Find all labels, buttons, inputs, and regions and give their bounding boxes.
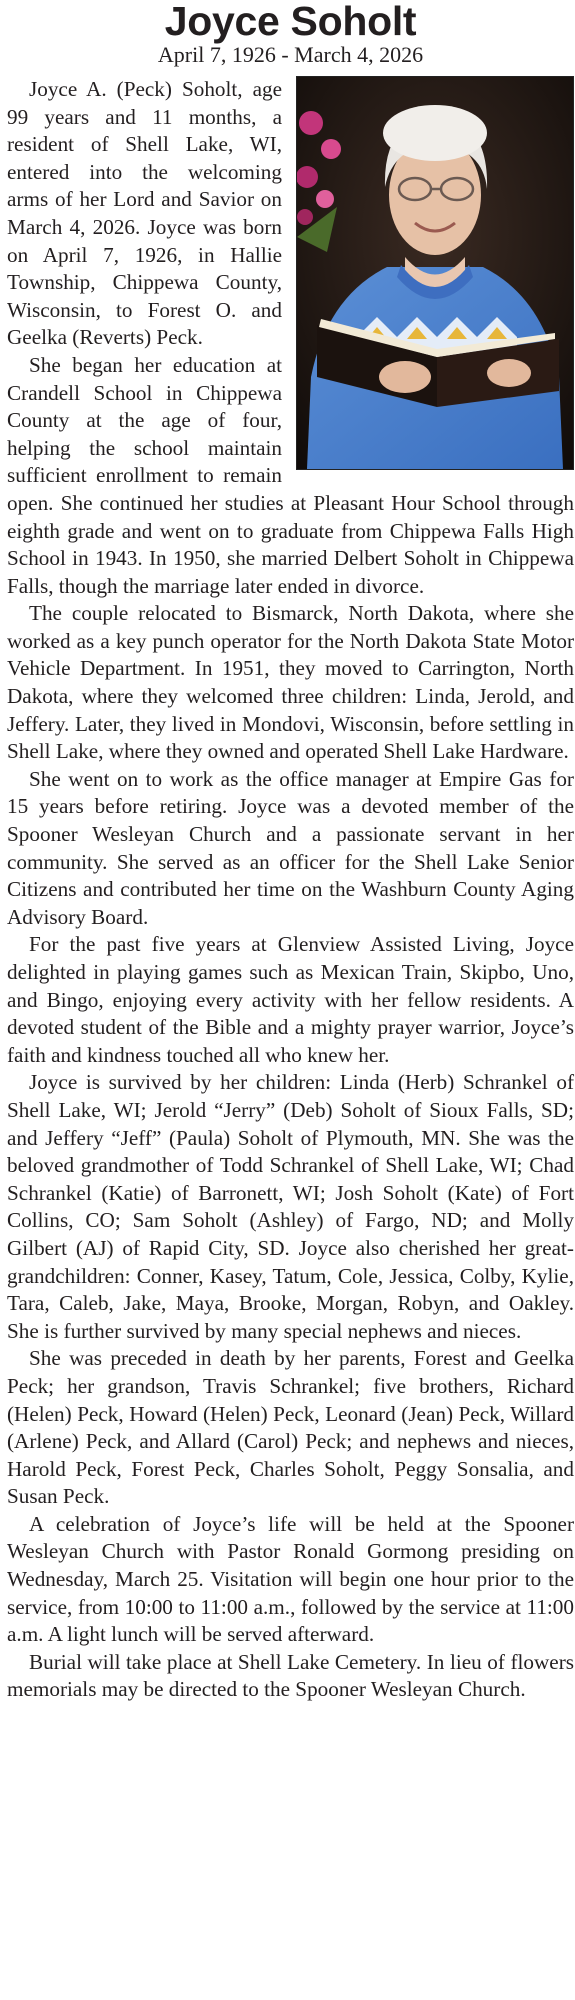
paragraph: A celebration of Joyce’s life will be held at the Spooner Wesleyan Church with Pastor Ronald Gormong presiding on Wednesday, March 25. Visitation will begin one hour prior to the service, from 10:00 to 11:00 a.m., followed by the service at 11:00 a.m. A light lunch will be served afterward. [7,1511,574,1647]
paragraph: She went on to work as the office manager at Empire Gas for 15 years before retiring. Joyce was a devoted member of the Spooner Wesleyan Church and a passionate servant in her community. She served as an officer for the Shell Lake Senior Citizens and contributed her time on the Washburn County Aging Advisory Board. [7,766,574,929]
paragraph: She was preceded in death by her parents, Forest and Geelka Peck; her grandson, Travis Schrankel; five brothers, Richard (Helen) Peck, Howard (Helen) Peck, Leonard (Jean) Peck, Willard (Arlene) Peck, and Allard (Carol) Peck; and nephews and nieces, Harold Peck, Forest Peck, Charles Soholt, Peggy Sonsalia, and Susan Peck. [7,1346,574,1509]
obituary-name: Joyce Soholt [164,0,417,44]
paragraph: The couple relocated to Bismarck, North Dakota, where she worked as a key punch operator for the North Dakota State Motor Vehicle Department. In 1951, they moved to Carrington, North Dakota, where they welcomed three children: Linda, Jerold, and Jeffery. Later, they lived in Mondovi, Wisconsin, before settling in Shell Lake, where they owned and operated Shell Lake Hardware. [7,601,574,764]
paragraph: For the past five years at Glenview Assisted Living, Joyce delighted in playing games such as Mexican Train, Skipbo, Uno, and Bingo, enjoying every activity with her fellow residents. A devoted student of the Bible and a mighty prayer warrior, Joyce’s faith and kindness touched all who knew her. [7,932,574,1067]
obituary-page [7,0,574,1704]
portrait-illustration [297,77,573,469]
obituary-dates: April 7, 1926 - March 4, 2026 [157,42,424,67]
paragraph: Joyce A. (Peck) Soholt, age 99 years and 11 months, a resident of Shell Lake, WI, entered into the welcoming arms of her Lord and Savior on March 4, 2026. Joyce was born on April 7, 1926, in Hallie Township, Chippewa County, Wisconsin, to Forest O. and Geelka (Reverts) Peck. [7,77,282,350]
obituary-body [7,76,574,1704]
portrait-photo [296,76,574,470]
paragraph: Joyce is survived by her children: Linda (Herb) Schrankel of Shell Lake, WI; Jerold “Jerry” (Deb) Soholt of Sioux Falls, SD; and Jeffery “Jeff” (Paula) Soholt of Plymouth, MN. She was the beloved grandmother of Todd Schrankel of Shell Lake, WI; Chad Schrankel (Katie) of Barronett, WI; Josh Soholt (Kate) of Fort Collins, CO; Sam Soholt (Ashley) of Fargo, ND; and Molly Gilbert (AJ) of Rapid City, SD. Joyce also cherished her great-grandchildren: Conner, Kasey, Tatum, Cole, Jessica, Colby, Kylie, Tara, Caleb, Jake, Maya, Brooke, Morgan, Robyn, and Oakley. She is further survived by many special nephews and nieces. [7,1070,574,1343]
paragraph: Burial will take place at Shell Lake Cemetery. In lieu of flowers memorials may be directed to the Spooner Wesleyan Church. [7,1649,574,1702]
paragraph: She began her education at Crandell School in Chippewa County at the age of four, helping the school maintain sufficient enrollment to remain open. She continued her studies at Pleasant Hour School through eighth grade and went on to graduate from Chippewa Falls High School in 1943. In 1950, she married Delbert Soholt in Chippewa Falls, though the marriage later ended in divorce. [7,352,574,598]
